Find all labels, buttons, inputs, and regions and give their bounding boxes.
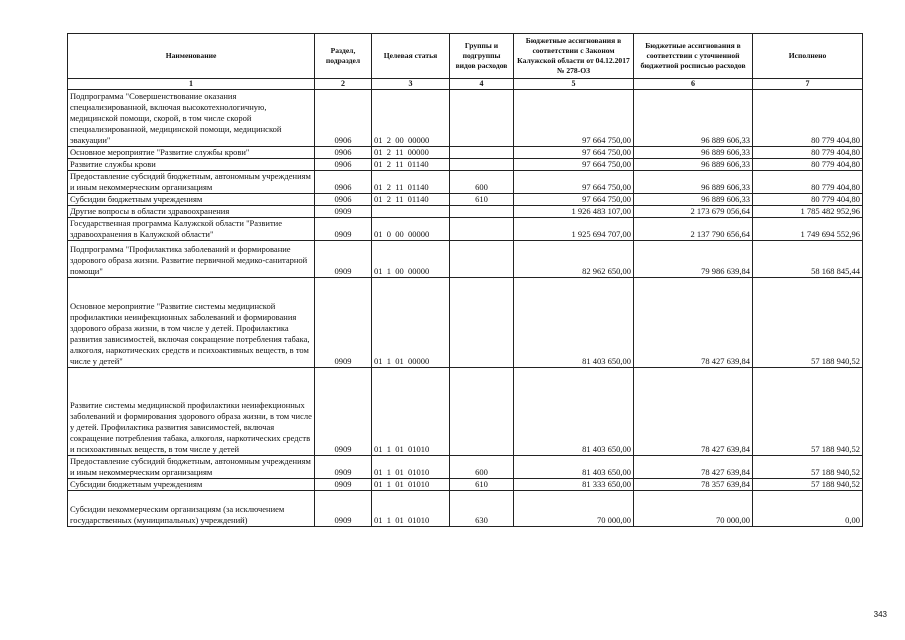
- column-number: 6: [634, 79, 753, 90]
- row-executed: 58 168 845,44: [753, 241, 863, 278]
- row-law: 81 403 650,00: [514, 456, 634, 479]
- table-row: [68, 456, 863, 479]
- row-refined: 96 889 606,33: [634, 159, 753, 171]
- row-target: 01 1 01 01010: [372, 491, 450, 527]
- table-row: [68, 368, 863, 456]
- row-refined: 78 357 639,84: [634, 479, 753, 491]
- header-refined: Бюджетные ассигнования в соответствии с уточненной бюджетной росписью расходов: [634, 34, 753, 79]
- table-row: [68, 206, 863, 218]
- row-section: 0909: [315, 479, 372, 491]
- header-name: Наименование: [68, 34, 315, 79]
- row-group: [450, 218, 514, 241]
- row-law: 97 664 750,00: [514, 147, 634, 159]
- row-section: 0909: [315, 218, 372, 241]
- row-executed: 80 779 404,80: [753, 90, 863, 147]
- row-section: 0909: [315, 241, 372, 278]
- row-law: 97 664 750,00: [514, 194, 634, 206]
- row-refined: 78 427 639,84: [634, 368, 753, 456]
- row-group: [450, 90, 514, 147]
- row-name: Предоставление субсидий бюджетным, автономным учреждениям и иным некоммерческим организациям: [68, 171, 315, 194]
- row-executed: 57 188 940,52: [753, 278, 863, 368]
- row-section: 0906: [315, 90, 372, 147]
- table-row: [68, 159, 863, 171]
- row-law: 82 962 650,00: [514, 241, 634, 278]
- row-section: 0909: [315, 491, 372, 527]
- table-row: [68, 147, 863, 159]
- row-group: 610: [450, 479, 514, 491]
- row-section: 0906: [315, 194, 372, 206]
- row-law: 97 664 750,00: [514, 159, 634, 171]
- row-target: [372, 206, 450, 218]
- row-group: [450, 206, 514, 218]
- row-group: [450, 241, 514, 278]
- row-name: Основное мероприятие "Развитие службы крови": [68, 147, 315, 159]
- row-section: 0906: [315, 159, 372, 171]
- row-target: 01 1 01 01010: [372, 479, 450, 491]
- header-target: Целевая статья: [372, 34, 450, 79]
- row-refined: 96 889 606,33: [634, 90, 753, 147]
- table-row: [68, 194, 863, 206]
- row-law: 81 403 650,00: [514, 368, 634, 456]
- table-row: [68, 479, 863, 491]
- table-row: [68, 171, 863, 194]
- row-law: 81 333 650,00: [514, 479, 634, 491]
- row-law: 1 926 483 107,00: [514, 206, 634, 218]
- budget-table: [67, 33, 863, 527]
- header-section: Раздел, подраздел: [315, 34, 372, 79]
- row-executed: 1 785 482 952,96: [753, 206, 863, 218]
- row-executed: 57 188 940,52: [753, 456, 863, 479]
- row-group: 610: [450, 194, 514, 206]
- row-name: Субсидии некоммерческим организациям (за исключением государственных (муниципальных) учреждений): [68, 491, 315, 527]
- row-group: [450, 278, 514, 368]
- header-law: Бюджетные ассигнования в соответствии с Законом Калужской области от 04.12.2017 № 278-ОЗ: [514, 34, 634, 79]
- row-refined: 96 889 606,33: [634, 194, 753, 206]
- row-name: Развитие службы крови: [68, 159, 315, 171]
- column-number: 5: [514, 79, 634, 90]
- row-group: 600: [450, 171, 514, 194]
- row-target: 01 2 00 00000: [372, 90, 450, 147]
- row-name: Развитие системы медицинской профилактики неинфекционных заболеваний и формирования здорового образа жизни, в том числе у детей. Профилактика развития зависимостей, включая сокращение потребления табака, алкоголя, наркотических средств и психоактивных веществ, в том числе у детей: [68, 368, 315, 456]
- row-refined: 79 986 639,84: [634, 241, 753, 278]
- row-section: 0909: [315, 206, 372, 218]
- row-executed: 57 188 940,52: [753, 368, 863, 456]
- row-executed: 0,00: [753, 491, 863, 527]
- row-group: 600: [450, 456, 514, 479]
- column-number: 1: [68, 79, 315, 90]
- row-name: Субсидии бюджетным учреждениям: [68, 194, 315, 206]
- row-executed: 80 779 404,80: [753, 171, 863, 194]
- page-number: 343: [873, 610, 887, 619]
- row-group: [450, 159, 514, 171]
- row-refined: 96 889 606,33: [634, 171, 753, 194]
- row-section: 0909: [315, 456, 372, 479]
- row-executed: 80 779 404,80: [753, 194, 863, 206]
- row-executed: 80 779 404,80: [753, 159, 863, 171]
- column-number: 7: [753, 79, 863, 90]
- row-executed: 1 749 694 552,96: [753, 218, 863, 241]
- row-name: Подпрограмма "Совершенствование оказания специализированной, включая высокотехнологичную, медицинской помощи, скорой, в том числе скорой специализированной, медицинской помощи, медицинской эвакуации": [68, 90, 315, 147]
- column-number: 2: [315, 79, 372, 90]
- row-target: 01 2 11 01140: [372, 171, 450, 194]
- row-refined: 2 137 790 656,64: [634, 218, 753, 241]
- table-row: [68, 218, 863, 241]
- row-name: Другие вопросы в области здравоохранения: [68, 206, 315, 218]
- row-law: 97 664 750,00: [514, 171, 634, 194]
- row-group: [450, 368, 514, 456]
- row-executed: 80 779 404,80: [753, 147, 863, 159]
- row-law: 70 000,00: [514, 491, 634, 527]
- row-name: Подпрограмма "Профилактика заболеваний и формирование здорового образа жизни. Развитие первичной медико-санитарной помощи": [68, 241, 315, 278]
- row-target: 01 1 01 01010: [372, 368, 450, 456]
- row-name: Субсидии бюджетным учреждениям: [68, 479, 315, 491]
- row-section: 0909: [315, 368, 372, 456]
- row-refined: 96 889 606,33: [634, 147, 753, 159]
- row-law: 97 664 750,00: [514, 90, 634, 147]
- row-section: 0909: [315, 278, 372, 368]
- row-name: Государственная программа Калужской области "Развитие здравоохранения в Калужской области": [68, 218, 315, 241]
- row-law: 1 925 694 707,00: [514, 218, 634, 241]
- row-refined: 78 427 639,84: [634, 456, 753, 479]
- header-executed: Исполнено: [753, 34, 863, 79]
- row-refined: 78 427 639,84: [634, 278, 753, 368]
- row-law: 81 403 650,00: [514, 278, 634, 368]
- row-target: 01 2 11 00000: [372, 147, 450, 159]
- row-group: [450, 147, 514, 159]
- row-target: 01 2 11 01140: [372, 194, 450, 206]
- table-row: [68, 491, 863, 527]
- row-target: 01 2 11 01140: [372, 159, 450, 171]
- row-target: 01 1 01 01010: [372, 456, 450, 479]
- column-number: 4: [450, 79, 514, 90]
- row-section: 0906: [315, 171, 372, 194]
- row-group: 630: [450, 491, 514, 527]
- row-executed: 57 188 940,52: [753, 479, 863, 491]
- row-target: 01 1 01 00000: [372, 278, 450, 368]
- table-row: [68, 90, 863, 147]
- table-row: [68, 278, 863, 368]
- row-refined: 2 173 679 056,64: [634, 206, 753, 218]
- row-target: 01 1 00 00000: [372, 241, 450, 278]
- table-row: [68, 241, 863, 278]
- row-name: Предоставление субсидий бюджетным, автономным учреждениям и иным некоммерческим организациям: [68, 456, 315, 479]
- row-section: 0906: [315, 147, 372, 159]
- column-number: 3: [372, 79, 450, 90]
- row-name: Основное мероприятие "Развитие системы медицинской профилактики неинфекционных заболеваний и формирования здорового образа жизни, в том числе у детей. Профилактика развития зависимостей, включая сокращение потребления табака, алкоголя, наркотических средств и психоактивных веществ, в том числе у детей": [68, 278, 315, 368]
- row-target: 01 0 00 00000: [372, 218, 450, 241]
- header-groups: Группы и подгруппы видов расходов: [450, 34, 514, 79]
- row-refined: 70 000,00: [634, 491, 753, 527]
